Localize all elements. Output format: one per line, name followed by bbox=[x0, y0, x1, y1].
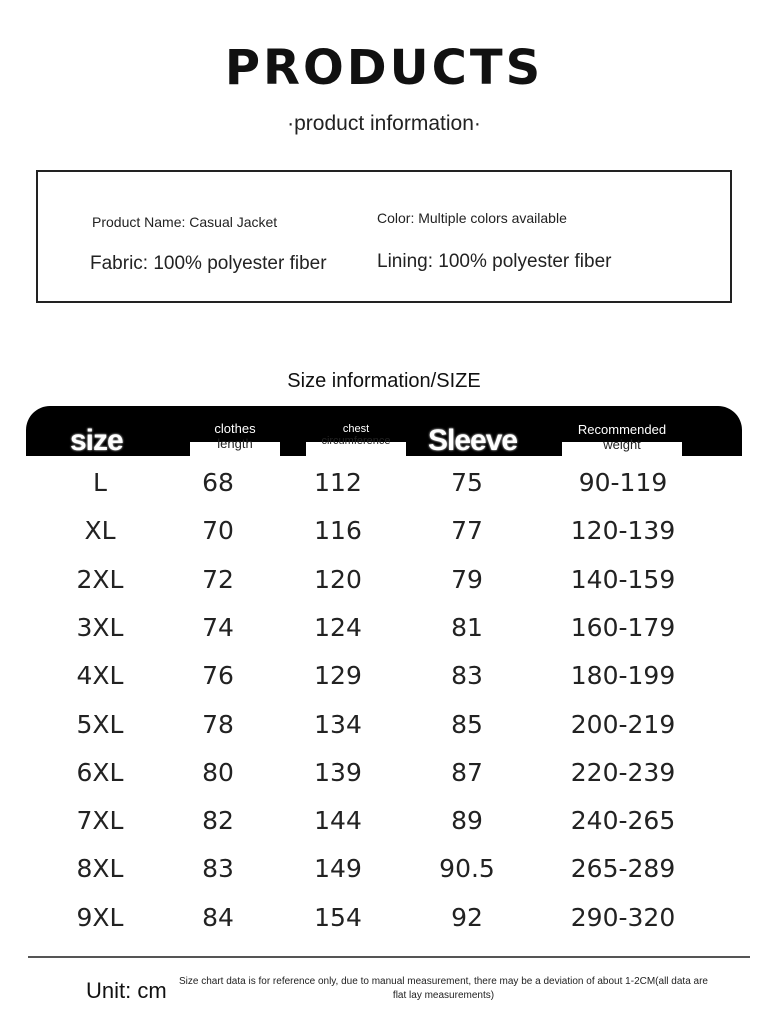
cell-weight: 240-265 bbox=[570, 806, 676, 836]
cell-sleeve: 79 bbox=[451, 564, 483, 594]
cell-sleeve: 92 bbox=[451, 902, 483, 932]
cell-length: 74 bbox=[202, 612, 234, 642]
header-length: clothes length bbox=[214, 421, 256, 451]
cell-chest: 139 bbox=[314, 757, 362, 787]
size-table-header bbox=[26, 406, 742, 456]
cell-weight: 220-239 bbox=[570, 757, 676, 787]
table-row bbox=[0, 854, 768, 902]
table-row bbox=[0, 903, 768, 951]
footer-divider bbox=[28, 956, 750, 958]
cell-length: 83 bbox=[202, 854, 234, 884]
fabric-text: Fabric: 100% polyester fiber bbox=[90, 253, 327, 274]
cell-weight: 90-119 bbox=[578, 468, 668, 497]
cell-chest: 134 bbox=[314, 709, 362, 739]
product-name-text: Product Name: Casual Jacket bbox=[92, 214, 278, 230]
product-info-box bbox=[36, 170, 732, 303]
table-row bbox=[0, 613, 768, 661]
cell-weight: 160-179 bbox=[570, 612, 676, 642]
header-weight: Recommended weight bbox=[577, 422, 667, 452]
table-row bbox=[0, 516, 768, 564]
cell-weight: 265-289 bbox=[570, 854, 676, 884]
cell-chest: 154 bbox=[314, 902, 362, 932]
cell-sleeve: 77 bbox=[451, 516, 483, 546]
cell-chest: 116 bbox=[314, 516, 362, 546]
cell-length: 82 bbox=[202, 806, 234, 836]
cell-length: 80 bbox=[202, 757, 234, 787]
header-sleeve: Sleeve bbox=[428, 424, 518, 456]
table-row bbox=[0, 565, 768, 613]
cell-chest: 124 bbox=[314, 612, 362, 642]
unit-label: Unit: cm bbox=[86, 978, 167, 1003]
cell-weight: 180-199 bbox=[570, 661, 676, 691]
cell-size: 8XL bbox=[76, 854, 124, 884]
page-title: PRODUCTS bbox=[224, 40, 544, 96]
cell-length: 76 bbox=[202, 661, 234, 691]
cell-length: 70 bbox=[202, 516, 234, 546]
cell-sleeve: 75 bbox=[451, 468, 483, 497]
cell-chest: 144 bbox=[314, 806, 362, 836]
cell-length: 72 bbox=[202, 564, 234, 594]
cell-size: 7XL bbox=[76, 806, 124, 836]
cell-size: 9XL bbox=[76, 902, 124, 932]
cell-length: 78 bbox=[202, 709, 234, 739]
cell-weight: 120-139 bbox=[570, 516, 676, 546]
table-row bbox=[0, 758, 768, 806]
cell-sleeve: 83 bbox=[451, 661, 483, 691]
cell-size: 4XL bbox=[76, 661, 124, 691]
cell-size: XL bbox=[84, 516, 116, 546]
size-section-title: Size information/SIZE bbox=[287, 370, 481, 392]
color-text: Color: Multiple colors available bbox=[377, 210, 567, 226]
cell-weight: 290-320 bbox=[570, 902, 676, 932]
cell-chest: 112 bbox=[314, 468, 362, 497]
cell-length: 84 bbox=[202, 902, 234, 932]
cell-size: 6XL bbox=[76, 757, 124, 787]
cell-sleeve: 89 bbox=[451, 806, 483, 836]
cell-weight: 140-159 bbox=[570, 564, 676, 594]
cell-sleeve: 90.5 bbox=[439, 854, 495, 884]
table-row bbox=[0, 710, 768, 758]
measurement-note: Size chart data is for reference only, due to manual measurement, there may be a deviation of about 1-2CM(all data are flat lay measurements) bbox=[179, 976, 708, 1001]
page-subtitle: ·product information· bbox=[287, 112, 481, 135]
table-row bbox=[0, 468, 768, 516]
table-row bbox=[0, 806, 768, 854]
cell-chest: 120 bbox=[314, 564, 362, 594]
cell-chest: 149 bbox=[314, 854, 362, 884]
cell-chest: 129 bbox=[314, 661, 362, 691]
header-chest: chest circumference bbox=[321, 423, 391, 447]
cell-sleeve: 87 bbox=[451, 757, 483, 787]
header-size: size bbox=[70, 424, 123, 456]
cell-length: 68 bbox=[202, 468, 234, 497]
cell-sleeve: 81 bbox=[451, 612, 483, 642]
cell-size: 5XL bbox=[76, 709, 124, 739]
lining-text: Lining: 100% polyester fiber bbox=[377, 251, 612, 272]
cell-size: 2XL bbox=[76, 564, 124, 594]
cell-weight: 200-219 bbox=[570, 709, 676, 739]
cell-size: L bbox=[93, 468, 107, 497]
cell-sleeve: 85 bbox=[451, 709, 483, 739]
cell-size: 3XL bbox=[76, 612, 124, 642]
table-row bbox=[0, 661, 768, 709]
